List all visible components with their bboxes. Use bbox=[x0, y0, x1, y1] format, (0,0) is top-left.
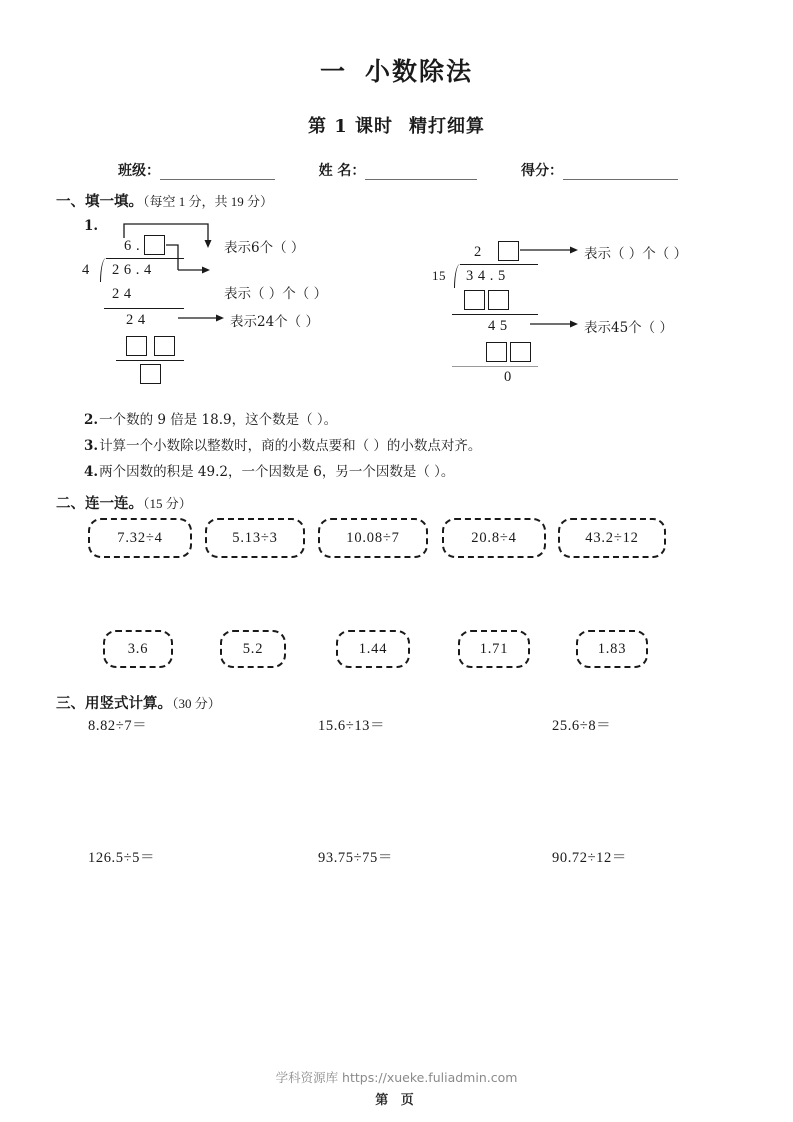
divisor-right: 15 bbox=[432, 268, 446, 283]
quotient-blank-box-right[interactable] bbox=[498, 241, 519, 261]
name-label: 姓 名： bbox=[318, 163, 366, 179]
match-answer-card-3[interactable] bbox=[336, 630, 410, 668]
class-input-line[interactable] bbox=[160, 166, 275, 180]
match-expression-text-2: 5.13÷3 bbox=[232, 529, 278, 546]
division-blank-box-left-1[interactable] bbox=[126, 336, 147, 356]
class-field[interactable] bbox=[118, 160, 275, 180]
match-expression-text-4: 20.8÷4 bbox=[471, 529, 517, 546]
match-expression-text-3: 10.08÷7 bbox=[346, 529, 400, 546]
section-1-points: （每空 1 分，共 19 分） bbox=[143, 194, 274, 209]
section-2-title: 二、连一连。 bbox=[56, 495, 143, 512]
footer-page-number: 第 页 bbox=[375, 1093, 418, 1108]
vertical-calc-4: 126.5÷5＝ bbox=[88, 850, 156, 866]
match-expression-card-2[interactable] bbox=[205, 518, 305, 558]
fill-question-2-text: 一个数的 9 倍是 18.9，这个数是（ ）。 bbox=[99, 412, 338, 428]
lesson-prefix: 第 1 课时 bbox=[307, 116, 394, 137]
match-expression-card-5[interactable] bbox=[558, 518, 666, 558]
division-blank-box-left-3[interactable] bbox=[140, 364, 161, 384]
dividend-left: 2 6 . 4 bbox=[112, 262, 152, 278]
match-answer-text-4: 1.71 bbox=[479, 640, 509, 657]
match-answer-text-2: 5.2 bbox=[242, 640, 264, 657]
question-1-index: 1. bbox=[84, 218, 99, 234]
fill-question-3-index: 3. bbox=[84, 438, 99, 454]
match-answer-text-3: 1.44 bbox=[358, 640, 388, 657]
footer-source: 学科资源库 https://xueke.fuliadmin.com bbox=[275, 1070, 518, 1085]
division-remainder-right: 0 bbox=[504, 369, 512, 385]
long-division-right bbox=[432, 240, 732, 385]
division-blank-box-right-2[interactable] bbox=[488, 290, 509, 310]
match-answer-card-2[interactable] bbox=[220, 630, 286, 668]
match-expression-card-1[interactable] bbox=[88, 518, 192, 558]
score-input-line[interactable] bbox=[563, 166, 678, 180]
unit-name: 小数除法 bbox=[365, 57, 474, 86]
fill-question-3 bbox=[84, 434, 481, 454]
quotient-digit-left: 6 bbox=[124, 238, 132, 254]
division-label-left-3: 表示24个（ ） bbox=[230, 314, 319, 330]
match-expression-text-5: 43.2÷12 bbox=[585, 529, 639, 546]
section-heading-1 bbox=[56, 190, 273, 211]
fill-question-4-index: 4. bbox=[84, 464, 99, 480]
long-division-left bbox=[78, 232, 378, 397]
division-blank-box-right-3[interactable] bbox=[486, 342, 507, 362]
page-title bbox=[0, 52, 793, 88]
fill-question-4-text: 两个因数的积是 49.2，一个因数是 6，另一个因数是（ ）。 bbox=[99, 464, 455, 480]
name-input-line[interactable] bbox=[365, 166, 477, 180]
class-label: 班级： bbox=[118, 163, 160, 179]
section-heading-2 bbox=[56, 492, 192, 513]
match-expression-card-3[interactable] bbox=[318, 518, 428, 558]
match-answer-card-1[interactable] bbox=[103, 630, 173, 668]
match-answer-text-5: 1.83 bbox=[597, 640, 627, 657]
vertical-calc-3: 25.6÷8＝ bbox=[552, 718, 612, 734]
division-step1-right: 4 5 bbox=[488, 318, 508, 334]
fill-question-4 bbox=[84, 460, 454, 480]
vertical-calc-1: 8.82÷7＝ bbox=[88, 718, 148, 734]
vertical-calc-2: 15.6÷13＝ bbox=[318, 718, 386, 734]
student-info-row bbox=[118, 160, 678, 180]
match-answer-card-4[interactable] bbox=[458, 630, 530, 668]
division-blank-box-right-1[interactable] bbox=[464, 290, 485, 310]
division-label-left-2: 表示（ ）个（ ） bbox=[224, 286, 328, 302]
lesson-title bbox=[0, 112, 793, 138]
lesson-name: 精打细算 bbox=[409, 116, 486, 137]
match-expression-card-4[interactable] bbox=[442, 518, 546, 558]
section-3-title: 三、用竖式计算。 bbox=[56, 695, 172, 712]
score-label: 得分： bbox=[521, 163, 563, 179]
dividend-right: 3 4 . 5 bbox=[466, 268, 506, 284]
vertical-calc-6: 90.72÷12＝ bbox=[552, 850, 627, 866]
fill-question-3-text: 计算一个小数除以整数时，商的小数点要和（ ）的小数点对齐。 bbox=[99, 438, 482, 454]
quotient-digit-right: 2 bbox=[474, 244, 482, 260]
division-label-right-2: 表示45个（ ） bbox=[584, 320, 673, 336]
section-2-points: （15 分） bbox=[143, 496, 192, 511]
division-label-right-1: 表示（ ）个（ ） bbox=[584, 246, 688, 262]
divisor-left: 4 bbox=[82, 262, 90, 278]
quotient-decimal-point-left: . bbox=[136, 238, 141, 254]
score-field[interactable] bbox=[521, 160, 678, 180]
division-step1-left: 2 4 bbox=[112, 286, 132, 302]
unit-number: 一 bbox=[319, 57, 347, 86]
section-1-title: 一、填一填。 bbox=[56, 193, 143, 210]
name-field[interactable] bbox=[319, 160, 478, 180]
division-blank-box-left-2[interactable] bbox=[154, 336, 175, 356]
match-answer-card-5[interactable] bbox=[576, 630, 648, 668]
division-step2-left: 2 4 bbox=[126, 312, 146, 328]
match-answer-text-1: 3.6 bbox=[127, 640, 149, 657]
section-heading-3 bbox=[56, 692, 221, 713]
match-expression-text-1: 7.32÷4 bbox=[117, 529, 163, 546]
fill-question-2-index: 2. bbox=[84, 412, 99, 428]
section-3-points: （30 分） bbox=[172, 696, 221, 711]
fill-question-2 bbox=[84, 408, 337, 428]
division-label-left-1: 表示6个（ ） bbox=[224, 240, 305, 256]
vertical-calc-5: 93.75÷75＝ bbox=[318, 850, 393, 866]
division-blank-box-right-4[interactable] bbox=[510, 342, 531, 362]
